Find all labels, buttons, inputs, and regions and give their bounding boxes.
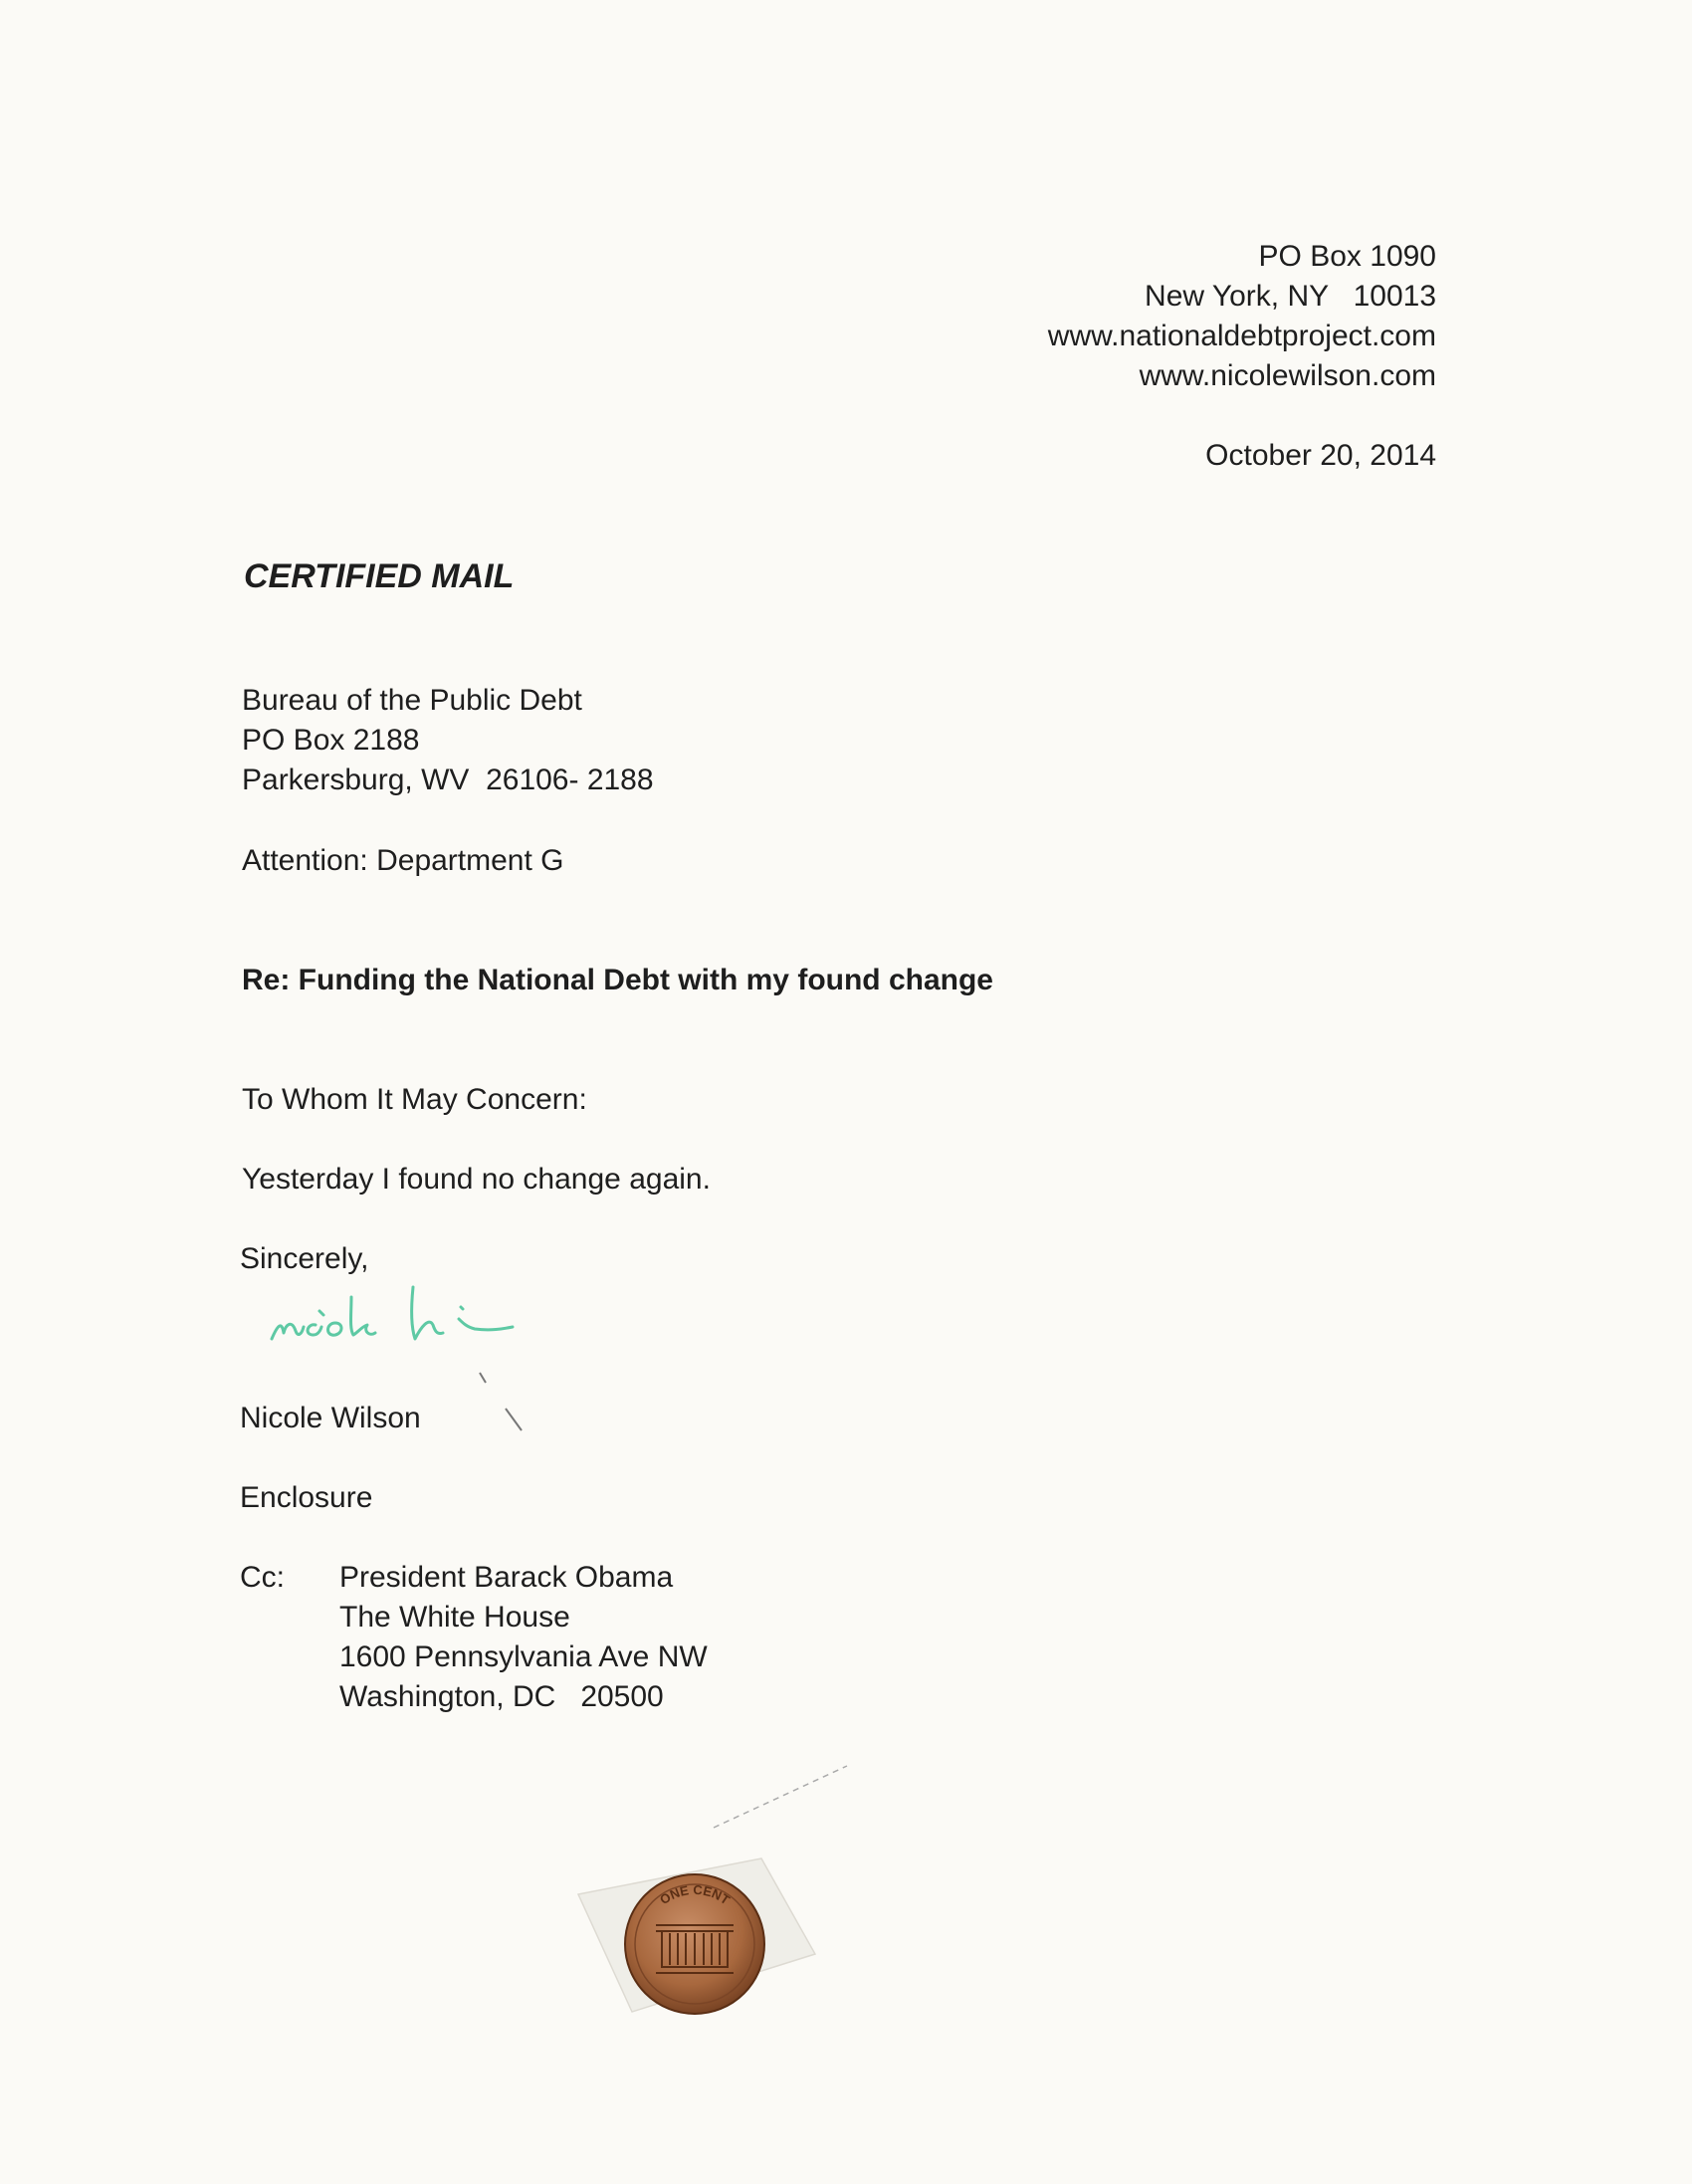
signature-stroke [351, 1297, 376, 1335]
sender-address-line: New York, NY 10013 [1145, 280, 1436, 313]
subject-line: Re: Funding the National Debt with my found change [242, 964, 993, 996]
closing: Sincerely, [240, 1242, 369, 1275]
certified-mail-heading: CERTIFIED MAIL [244, 557, 515, 595]
cc-address-line: President Barack Obama [339, 1561, 674, 1594]
sender-website-line: www.nicolewilson.com [1139, 359, 1436, 392]
signer-name: Nicole Wilson [240, 1402, 421, 1434]
cc-address-line: 1600 Pennsylvania Ave NW [339, 1640, 708, 1673]
body-paragraph: Yesterday I found no change again. [242, 1163, 711, 1196]
signature-image [264, 1277, 622, 1357]
cc-label: Cc: [240, 1561, 285, 1594]
attention-line: Attention: Department G [242, 844, 564, 877]
recipient-address-line: PO Box 2188 [242, 724, 420, 757]
scan-speck [476, 1369, 535, 1438]
sender-address [1048, 237, 1436, 396]
sender-website-line: www.nationaldebtproject.com [1047, 320, 1436, 352]
salutation: To Whom It May Concern: [242, 1083, 587, 1116]
recipient-address [242, 681, 654, 800]
scan-speck [712, 1762, 851, 1832]
recipient-address-line: Bureau of the Public Debt [242, 684, 582, 717]
enclosure-note: Enclosure [240, 1481, 373, 1514]
penny-coin [620, 1869, 769, 2019]
cc-address-line: Washington, DC 20500 [339, 1680, 664, 1713]
signature-stroke [319, 1311, 323, 1315]
cc-address-line: The White House [339, 1601, 570, 1634]
signature-stroke [459, 1319, 513, 1330]
signature-stroke [272, 1324, 304, 1339]
cc-address [339, 1558, 708, 1717]
signature-stroke [461, 1307, 463, 1309]
letter-date: October 20, 2014 [1205, 439, 1436, 472]
sender-address-line: PO Box 1090 [1258, 240, 1436, 273]
signature-stroke [412, 1287, 443, 1339]
signature-stroke [308, 1325, 321, 1335]
recipient-address-line: Parkersburg, WV 26106- 2188 [242, 764, 654, 796]
penny-legend: ONE CENT [657, 1881, 733, 1908]
signature-stroke [328, 1323, 342, 1335]
